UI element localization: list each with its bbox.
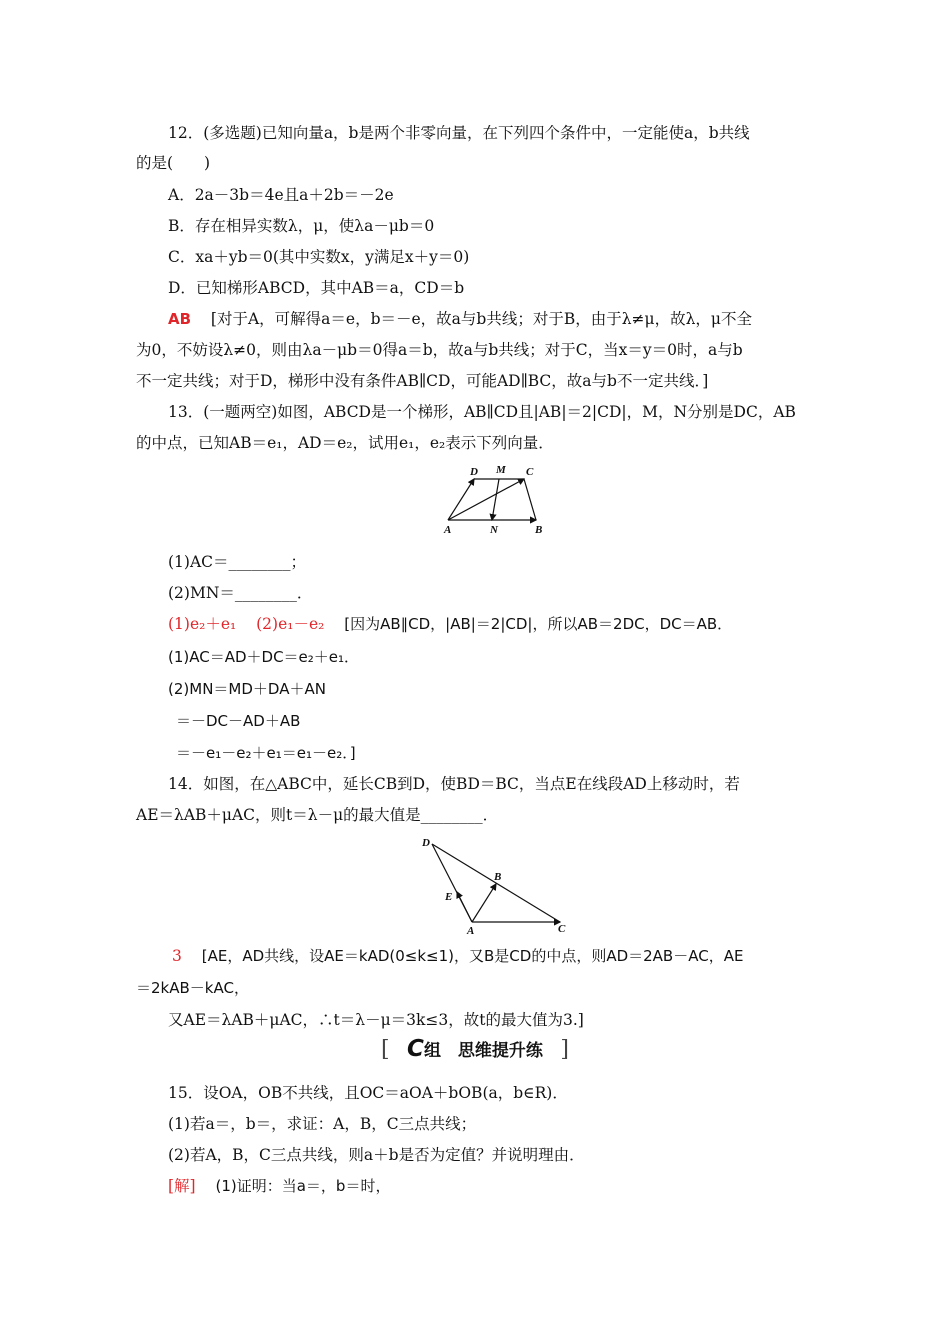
label-n: N <box>490 524 498 536</box>
q12-option-a: A．2a－3b＝4e且a＋2b＝－2e <box>168 186 394 204</box>
q13-explanation-2: (2)MN＝MD＋DA＋AN <box>168 680 326 698</box>
q13-answer2: (2)e₁－e₂ <box>256 615 325 633</box>
q14-stem-line1: 14．如图，在△ABC中，延长CB到D，使BD＝BC，当点E在线段AD上移动时，若 <box>168 775 740 793</box>
vector-mn <box>492 479 499 520</box>
triangle-figure <box>410 832 580 940</box>
q13-stem-line1: 13．(一题两空)如图，ABCD是一个梯形，AB∥CD且|AB|＝2|CD|，M，N分别是DC，AB <box>168 403 796 421</box>
q15-solution-line <box>168 1175 390 1197</box>
q15-part1: (1)若a＝，b＝，求证：A，B，C三点共线； <box>168 1115 477 1133</box>
q15-solution-text: (1)证明：当a＝，b＝时， <box>215 1177 391 1195</box>
banner-bracket-right: ] <box>560 1037 569 1062</box>
label-c: C <box>558 923 566 935</box>
q13-blank1: (1)AC＝________； <box>168 553 307 571</box>
q12-explanation-line1: [对于A，可解得a＝e，b＝－e，故a与b共线；对于B，由于λ≠μ，故λ，μ不全 <box>210 310 753 328</box>
q13-answer1: (1)e₂＋e₁ <box>168 615 237 633</box>
banner-bracket-left: [ <box>380 1037 390 1062</box>
section-banner-c <box>0 1036 950 1064</box>
trapezoid-figure <box>430 458 560 538</box>
q13-explanation-3: ＝－DC－AD＋AB <box>176 712 301 730</box>
label-b: B <box>494 871 502 883</box>
q12-stem-line2: 的是( ) <box>136 154 211 172</box>
vector-ad <box>448 479 474 520</box>
q12-answer: AB <box>168 310 192 328</box>
vector-ac <box>448 479 524 520</box>
q14-solution-line1 <box>172 945 743 967</box>
q14-explanation-line1: [AE，AD共线，设AE＝kAD(0≤k≤1)，又B是CD的中点，则AD＝2AB－AC，AE <box>201 947 744 965</box>
q14-explanation-line2: ＝2kAB－kAC， <box>136 979 249 997</box>
q12-stem-line1: 12．(多选题)已知向量a，b是两个非零向量，在下列四个条件中，一定能使a，b共线 <box>168 124 750 142</box>
label-b: B <box>535 524 543 536</box>
q13-explanation-4: ＝－e₁－e₂＋e₁＝e₁－e₂．] <box>176 744 356 762</box>
q13-blank2: (2)MN＝________． <box>168 584 313 602</box>
banner-group-letter: C <box>407 1036 424 1062</box>
q14-stem-line2: AE＝λAB＋μAC，则t＝λ－μ的最大值是________． <box>136 806 499 824</box>
vector-ae <box>457 892 472 922</box>
q15-solution-tag: [解] <box>168 1177 196 1195</box>
q13-stem-line2: 的中点，已知AB＝e₁，AD＝e₂，试用e₁，e₂表示下列向量． <box>136 434 554 452</box>
q14-answer: 3 <box>172 947 182 965</box>
q12-option-d: D．已知梯形ABCD，其中AB＝a，CD＝b <box>168 279 465 297</box>
vector-ab <box>472 884 496 922</box>
label-d: D <box>422 837 430 849</box>
q13-explanation-head: [因为AB∥CD，|AB|＝2|CD|，所以AB＝2DC，DC＝AB． <box>344 615 733 633</box>
q12-explanation-line2: 为0，不妨设λ≠0，则由λa－μb＝0得a＝b，故a与b共线；对于C，当x＝y＝0时，a与b <box>136 341 743 359</box>
label-a: A <box>444 524 452 536</box>
segment-dc <box>432 844 560 922</box>
label-d: D <box>470 466 478 478</box>
q14-explanation-line3: 又AE＝λAB＋μAC，∴t＝λ－μ＝3k≤3，故t的最大值为3.] <box>168 1011 584 1029</box>
label-e: E <box>445 891 453 903</box>
q13-explanation-1: (1)AC＝AD＋DC＝e₂＋e₁． <box>168 648 360 666</box>
q12-solution-line1 <box>168 308 752 330</box>
q13-answer-line <box>168 613 732 635</box>
segment-cb <box>524 479 536 520</box>
q15-stem: 15．设OA，OB不共线，且OC＝aOA＋bOB(a，b∈R)． <box>168 1084 568 1102</box>
q15-part2: (2)若A，B，C三点共线，则a＋b是否为定值？并说明理由． <box>168 1146 585 1164</box>
banner-title: 组 思维提升练 <box>423 1041 543 1061</box>
q12-explanation-line3: 不一定共线；对于D，梯形中没有条件AB∥CD，可能AD∥BC，故a与b不一定共线．] <box>136 372 709 390</box>
label-a: A <box>467 925 475 937</box>
q12-option-b: B．存在相异实数λ，μ，使λa－μb＝0 <box>168 217 435 235</box>
label-c: C <box>526 466 534 478</box>
q12-option-c: C．xa＋yb＝0(其中实数x，y满足x＋y＝0) <box>168 248 470 266</box>
label-m: M <box>496 464 506 476</box>
